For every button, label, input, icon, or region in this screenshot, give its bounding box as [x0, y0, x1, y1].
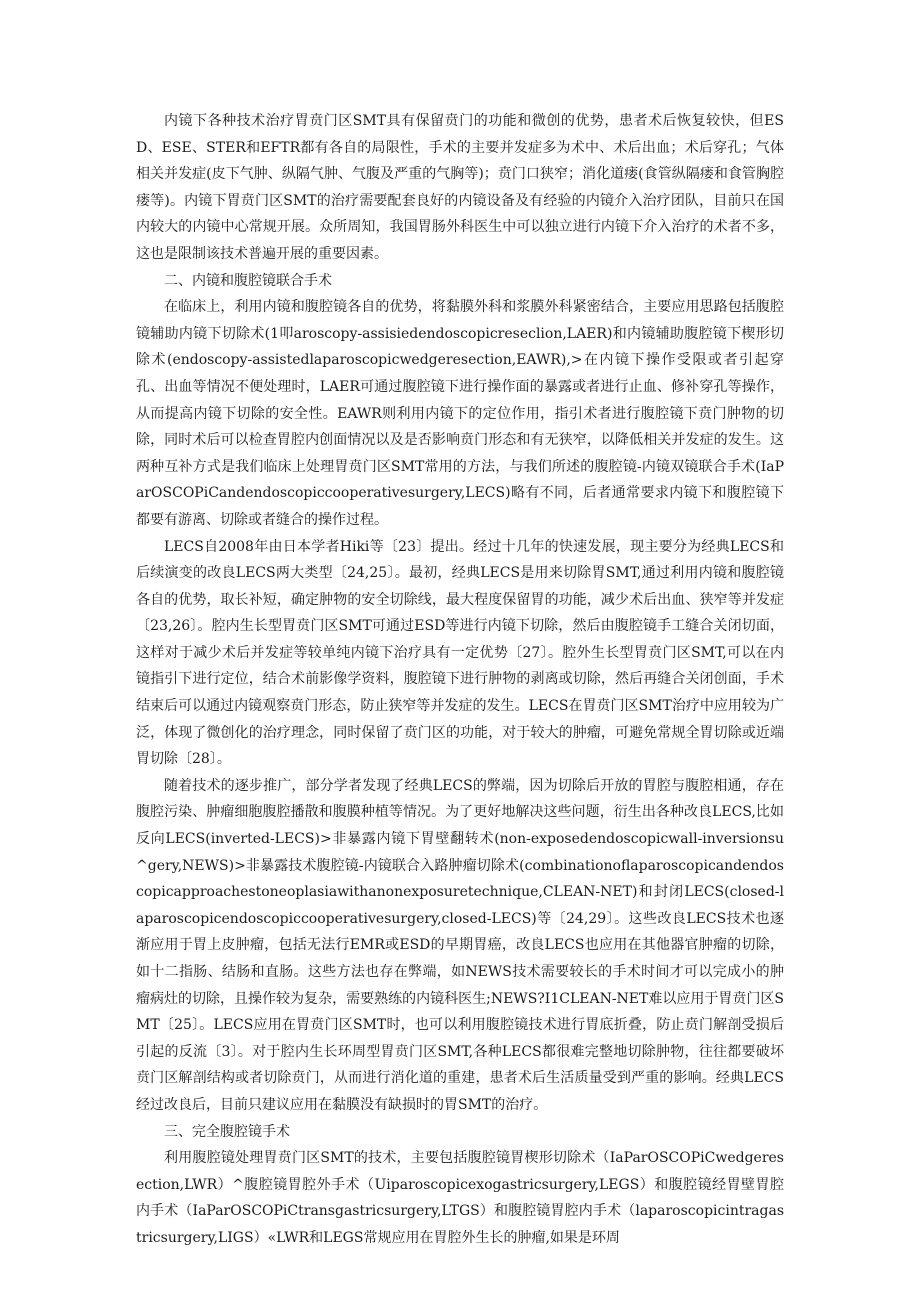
section-heading-laparoscopic-surgery: 三、完全腹腔镜手术: [164, 1123, 290, 1140]
paragraph-laparoscopic-techniques: 利用腹腔镜处理胃贲门区SMT的技术，主要包括腹腔镜胃楔形切除术（IaParOSCOPiCwedgeresection,LWR）^腹腔镜胃腔外手术（Uiparoscopicexogastricsurgery,LEGS）和腹腔镜经胃壁胃腔内手术（IaParOSCOPiCtransgastricsurgery,LTGS）和腹腔镜胃腔内手术（laparoscopicintragastricsurgery,LIGS）«LWR和LEGS常规应用在胃腔外生长的肿瘤,如果是环周: [136, 1150, 784, 1246]
paragraph-endoscopic-limitations: 内镜下各种技术治疗胃贲门区SMT具有保留贲门的功能和微创的优势，患者术后恢复较快，但ESD、ESE、STER和EFTR都有各自的局限性，手术的主要并发症多为术中、术后出血；术后穿孔；气体相关并发症(皮下气肿、纵隔气肿、气腹及严重的气胸等)；贲门口狭窄；消化道瘘(食管纵隔瘘和食管胸腔瘘等)。内镜下胃贲门区SMT的治疗需要配套良好的内镜设备及有经验的内镜介入治疗团队，目前只在国内较大的内镜中心常规开展。众所周知，我国胃肠外科医生中可以独立进行内镜下介入治疗的术者不多，这也是限制该技术普遍开展的重要因素。: [136, 113, 784, 262]
paragraph-lecs-history: LECS自2008年由日本学者Hiki等〔23〕提出。经过十几年的快速发展，现主要分为经典LECS和后续演变的改良LECS两大类型〔24,25〕。最初，经典LECS是用来切除胃SMT,通过利用内镜和腹腔镜各自的优势，取长补短，确定肿物的安全切除线，最大程度保留胃的功能，减少术后出血、狭窄等并发症〔23,26〕。腔内生长型胃贲门区SMT可通过ESD等进行内镜下切除，然后由腹腔镜手工缝合关闭切面，这样对于减少术后并发症等较单纯内镜下治疗具有一定优势〔27〕。腔外生长型胃贲门区SMT,可以在内镜指引下进行定位，结合术前影像学资料，腹腔镜下进行肿物的剥离或切除，然后再缝合关闭创面，手术结束后可以通过内镜观察贲门形态，防止狭窄等并发症的发生。LECS在胃贲门区SMT治疗中应用较为广泛，体现了微创化的治疗理念，同时保留了贲门区的功能，对于较大的肿瘤，可避免常规全胃切除或近端胃切除〔28〕。: [136, 538, 784, 768]
paragraph-laer-eawr: 在临床上，利用内镜和腹腔镜各自的优势，将黏膜外科和浆膜外科紧密结合，主要应用思路包括腹腔镜辅助内镜下切除术(1叩aroscopy-assisiedendoscopicreseclion,LAER)和内镜辅助腹腔镜下楔形切除术(endoscopy-assistedlaparoscopicwedgeresection,EAWR),>在内镜下操作受限或者引起穿孔、出血等情况不便处理时，LAER可通过腹腔镜下进行操作面的暴露或者进行止血、修补穿孔等操作，从而提高内镜下切除的安全性。EAWR则利用内镜下的定位作用，指引术者进行腹腔镜下贲门肿物的切除，同时术后可以检查胃腔内创面情况以及是否影响贲门形态和有无狭窄，以降低相关并发症的发生。这两种互补方式是我们临床上处理胃贲门区SMT常用的方法，与我们所述的腹腔镜-内镜双镜联合手术(IaParOSCOPiCandendoscopiccooperativesurgery,LECS)略有不同，后者通常要求内镜下和腹腔镜下都要有游离、切除或者缝合的操作过程。: [136, 299, 784, 528]
document-body: [136, 108, 784, 1252]
section-heading-combined-surgery: 二、内镜和腹腔镜联合手术: [164, 272, 332, 289]
paragraph-modified-lecs: 随着技术的逐步推广，部分学者发现了经典LECS的弊端，因为切除后开放的胃腔与腹腔相通，存在腹腔污染、肿瘤细胞腹腔播散和腹膜种植等情况。为了更好地解决这些问题，衍生出各种改良LECS,比如反向LECS(inverted-LECS)>非暴露内镜下胃壁翻转术(non-exposedendoscopicwall-inversionsu^gery,NEWS)>非暴露技术腹腔镜-内镜联合入路肿瘤切除术(combinationoflaparoscopicandendoscopicapproachestoneoplasiawithanonexposuretechnique,CLEAN-NET)和封闭LECS(closed-laparoscopicendoscopiccooperativesurgery,closed-LECS)等〔24,29〕。这些改良LECS技术也逐渐应用于胃上皮肿瘤，包括无法行EMR或ESD的早期胃癌，改良LECS也应用在其他器官肿瘤的切除，如十二指肠、结肠和直肠。这些方法也存在弊端，如NEWS技术需要较长的手术时间才可以完成小的肿瘤病灶的切除，且操作较为复杂，需要熟练的内镜科医生;NEWS?I1CLEAN-NET难以应用于胃贲门区SMT〔25〕。LECS应用在胃贲门区SMT时，也可以利用腹腔镜技术进行胃底折叠，防止贲门解剖受损后引起的反流〔3〕。对于腔内生长环周型胃贲门区SMT,各种LECS都很难完整地切除肿物，往往都要破坏贲门区解剖结构或者切除贲门，从而进行消化道的重建，患者术后生活质量受到严重的影响。经典LECS经过改良后，目前只建议应用在黏膜没有缺损时的胃SMT的治疗。: [136, 777, 784, 1113]
